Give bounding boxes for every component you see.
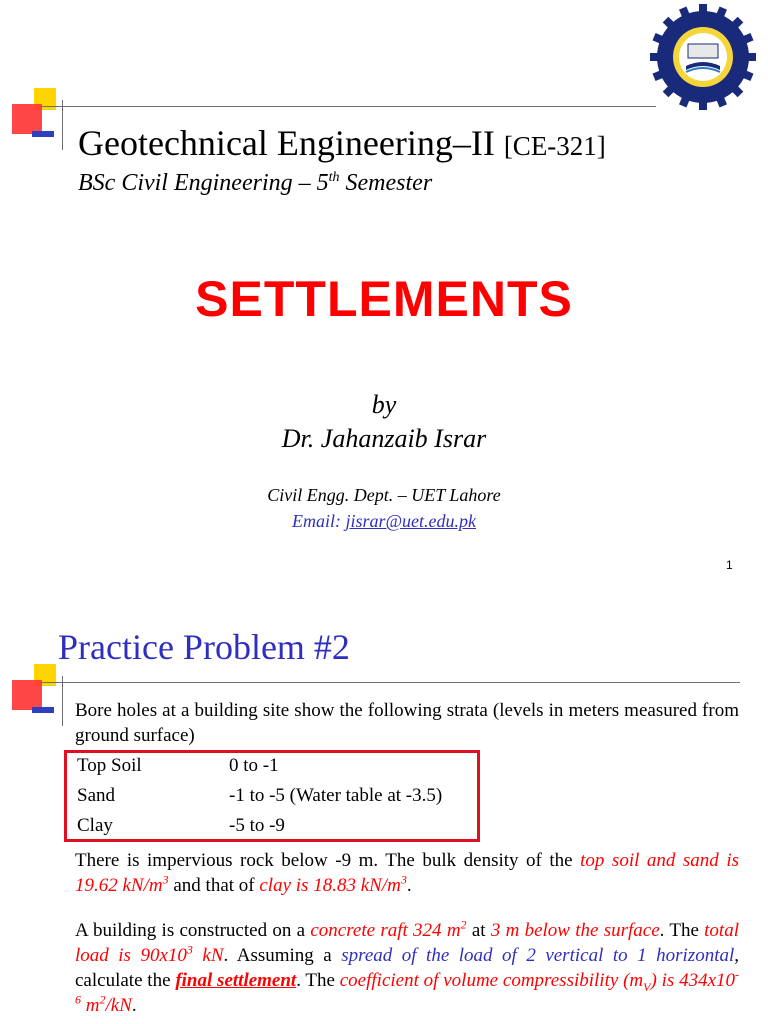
density-paragraph: There is impervious rock below -9 m. The bulk density of the top soil and sand is 19.62 $kN/m^3$ and that of clay is 18.83 $kN/m^3$.	[75, 850, 739, 896]
problem-slide	[0, 590, 768, 1024]
strata-table	[64, 750, 480, 842]
email-line: Email: jisrar@uet.edu.pk	[291, 511, 477, 531]
load-paragraph: A building is constructed on a concrete raft 324 $m^2$ at 3 m below the surface. The total load is $90x10^3$ kN. Assuming a spread of the load of 2 vertical to 1 horizontal, calculate the final settlement. The coefficient of volume compressibility $(m_V)$ is $434x10^{-6}$ $m^2/kN$.	[75, 917, 740, 1016]
by-label: by	[371, 390, 397, 419]
decor-blue-bar	[32, 131, 54, 137]
program-line: BSc Civil Engineering – 5th Semester	[78, 170, 433, 196]
strata-row: Top Soil 0 to -1	[77, 755, 279, 776]
course-code: [CE-321]	[503, 131, 606, 161]
department: Civil Engg. Dept. – UET Lahore	[267, 485, 501, 505]
problem-intro: Bore holes at a building site show the following strata (levels in meters measured from ground surface)	[75, 700, 739, 746]
decor-red-square	[12, 680, 42, 710]
page-number: 1	[726, 558, 733, 572]
decor-horizontal-line	[40, 106, 656, 107]
decor-vertical-line	[62, 100, 63, 150]
final-settlement-highlight: final settlement	[175, 970, 297, 991]
decor-red-square	[12, 104, 42, 134]
slide-heading: SETTLEMENTS	[195, 271, 573, 327]
decor-horizontal-line	[40, 682, 740, 683]
strata-row: Clay -5 to -9	[77, 815, 285, 836]
decor-blue-bar	[32, 707, 54, 713]
university-seal-icon	[650, 4, 756, 110]
course-title: Geotechnical Engineering–II [CE-321]	[78, 123, 606, 163]
email-link[interactable]: jisrar@uet.edu.pk	[345, 511, 477, 531]
author-name: Dr. Jahanzaib Israr	[281, 424, 487, 453]
slide-title: Practice Problem #2	[58, 627, 350, 667]
strata-row: Sand -1 to -5 (Water table at -3.5)	[77, 785, 443, 806]
decor-vertical-line	[62, 676, 63, 726]
